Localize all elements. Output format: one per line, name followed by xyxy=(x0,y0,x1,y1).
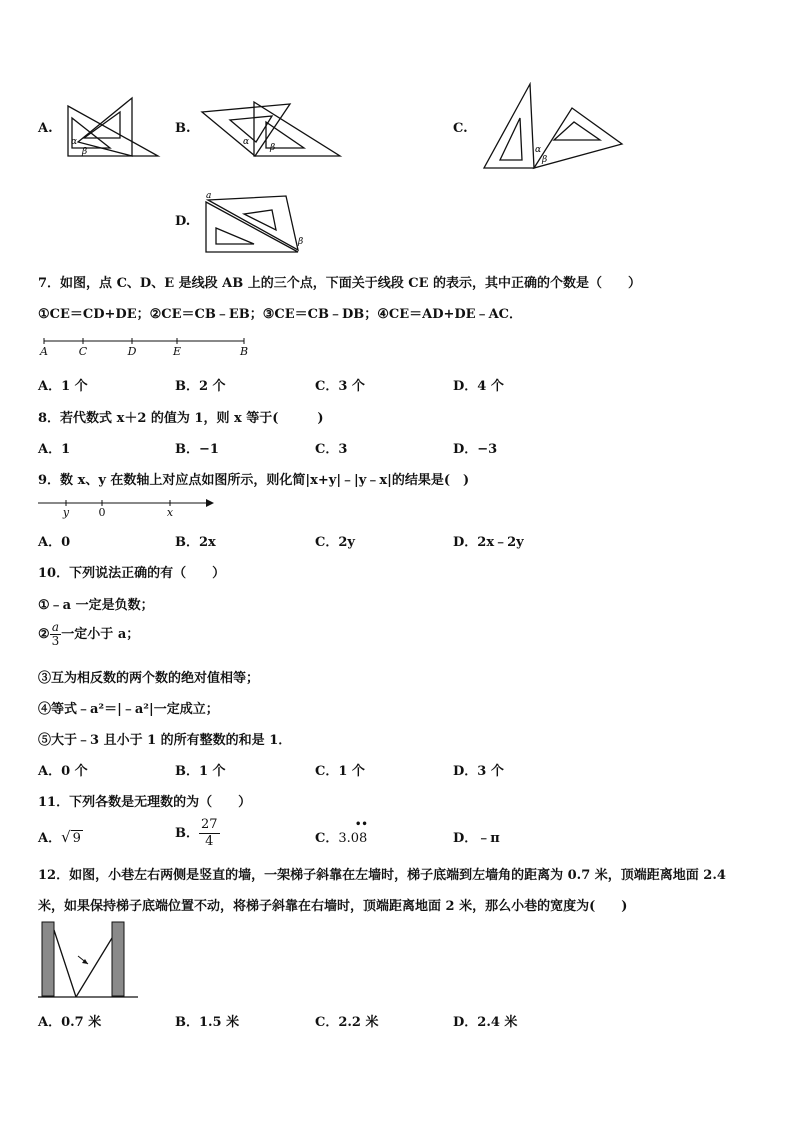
axis-label-y: y xyxy=(62,506,70,519)
sqrt-icon: √ xyxy=(61,828,71,846)
q6-option-c-label: C. xyxy=(453,121,468,136)
point-b-label: B xyxy=(239,345,249,358)
fraction-denominator: 3 xyxy=(51,634,60,648)
axis-label-zero: 0 xyxy=(98,506,106,519)
q9-option-a: A．0 xyxy=(38,535,71,550)
beta-label: β xyxy=(82,147,88,157)
q6-option-d-figure xyxy=(200,188,315,258)
q9-option-c: C．2y xyxy=(315,535,355,550)
alpha-label: α xyxy=(71,137,78,147)
a-label: a xyxy=(206,191,212,201)
fraction-numerator: a xyxy=(50,621,62,635)
q9-number-line xyxy=(36,495,216,519)
repeating-decimal: 3.08 xyxy=(338,831,368,846)
sqrt-radicand: 9 xyxy=(72,831,81,846)
q11-option-d: D．﹣π xyxy=(453,831,500,846)
option-letter: B． xyxy=(175,826,199,841)
fraction-numerator: 27 xyxy=(201,817,218,832)
q11-option-a xyxy=(38,827,83,846)
q8-stem: 8．若代数式 x＋2 的值为 1，则 x 等于( ) xyxy=(38,411,324,426)
q9-stem: 9．数 x、y 在数轴上对应点如图所示，则化简|x+y|﹣|y﹣x|的结果是( ) xyxy=(38,473,470,488)
q11-option-c xyxy=(315,819,368,846)
q7-option-b: B．2 个 xyxy=(175,379,226,394)
repeating-dots-icon: •• xyxy=(355,819,368,830)
q8-option-d: D．−3 xyxy=(453,442,498,457)
q7-stem: 7．如图，点 C、D、E 是线段 AB 上的三个点，下面关于线段 CE 的表示，其中正确的个数是（ ） xyxy=(38,276,642,291)
q10-statement-2 xyxy=(38,621,139,648)
q10-statement-3: ③互为相反数的两个数的绝对值相等； xyxy=(38,671,260,686)
q6-option-b-figure xyxy=(200,98,345,160)
q9-option-b: B．2x xyxy=(175,535,216,550)
fraction-a-over-3 xyxy=(50,621,62,648)
beta-label: β xyxy=(270,143,276,153)
q10-stem: 10．下列说法正确的有（ ） xyxy=(38,566,226,581)
point-d-label: D xyxy=(127,345,137,358)
q12-stem-line-2: 米，如果保持梯子底端位置不动，将梯子斜靠在右墙时，顶端距离地面 2 米，那么小巷的宽度为( ) xyxy=(38,899,628,914)
q6-option-d-label: D. xyxy=(175,214,191,229)
q6-option-c-figure xyxy=(482,82,627,174)
q6-option-b-label: B. xyxy=(175,121,191,136)
beta-label: β xyxy=(542,155,548,165)
statement-2-number: ② xyxy=(38,627,50,642)
q10-option-c: C．1 个 xyxy=(315,764,365,779)
q12-alley-figure xyxy=(38,920,142,1000)
option-letter: A． xyxy=(38,831,62,846)
q11-stem: 11．下列各数是无理数的为（ ） xyxy=(38,795,252,810)
q6-option-a-label: A. xyxy=(38,121,53,136)
q6-option-a-figure xyxy=(62,94,162,160)
fraction-27-over-4 xyxy=(199,817,220,850)
q10-statement-4: ④等式﹣a²＝|﹣a²|一定成立； xyxy=(38,702,219,717)
point-a-label: A xyxy=(40,345,48,358)
q10-option-d: D．3 个 xyxy=(453,764,504,779)
q7-segment-figure xyxy=(36,335,256,359)
alpha-label: α xyxy=(243,137,250,147)
q7-option-a: A．1 个 xyxy=(38,379,88,394)
option-letter: C． xyxy=(315,831,339,846)
fraction-denominator: 4 xyxy=(205,834,214,849)
q9-option-d: D．2x﹣2y xyxy=(453,535,524,550)
q7-option-d: D．4 个 xyxy=(453,379,504,394)
q12-stem-line-1: 12．如图，小巷左右两侧是竖直的墙，一架梯子斜靠在左墙时，梯子底端到左墙角的距离为 0.7 米，顶端距离地面 2.4 xyxy=(38,868,726,883)
q7-statements: ①CE＝CD+DE；②CE＝CB﹣EB；③CE＝CB﹣DB；④CE＝AD+DE﹣AC． xyxy=(38,307,523,322)
beta-label: β xyxy=(298,237,304,247)
q7-option-c: C．3 个 xyxy=(315,379,365,394)
q8-option-a: A．1 xyxy=(38,442,71,457)
q10-option-b: B．1 个 xyxy=(175,764,226,779)
q12-option-c: C．2.2 米 xyxy=(315,1015,379,1030)
q10-statement-1: ①﹣a 一定是负数； xyxy=(38,598,154,613)
q10-statement-5: ⑤大于﹣3 且小于 1 的所有整数的和是 1． xyxy=(38,733,292,748)
axis-label-x: x xyxy=(166,506,174,519)
statement-2-text: 一定小于 a； xyxy=(61,627,140,642)
q12-option-d: D．2.4 米 xyxy=(453,1015,518,1030)
point-e-label: E xyxy=(172,345,182,358)
q8-option-b: B．−1 xyxy=(175,442,219,457)
alpha-label: α xyxy=(535,145,542,155)
q11-option-b xyxy=(175,817,220,850)
q10-option-a: A．0 个 xyxy=(38,764,88,779)
point-c-label: C xyxy=(78,345,88,358)
q12-option-b: B．1.5 米 xyxy=(175,1015,240,1030)
q8-option-c: C．3 xyxy=(315,442,348,457)
q12-option-a: A．0.7 米 xyxy=(38,1015,102,1030)
